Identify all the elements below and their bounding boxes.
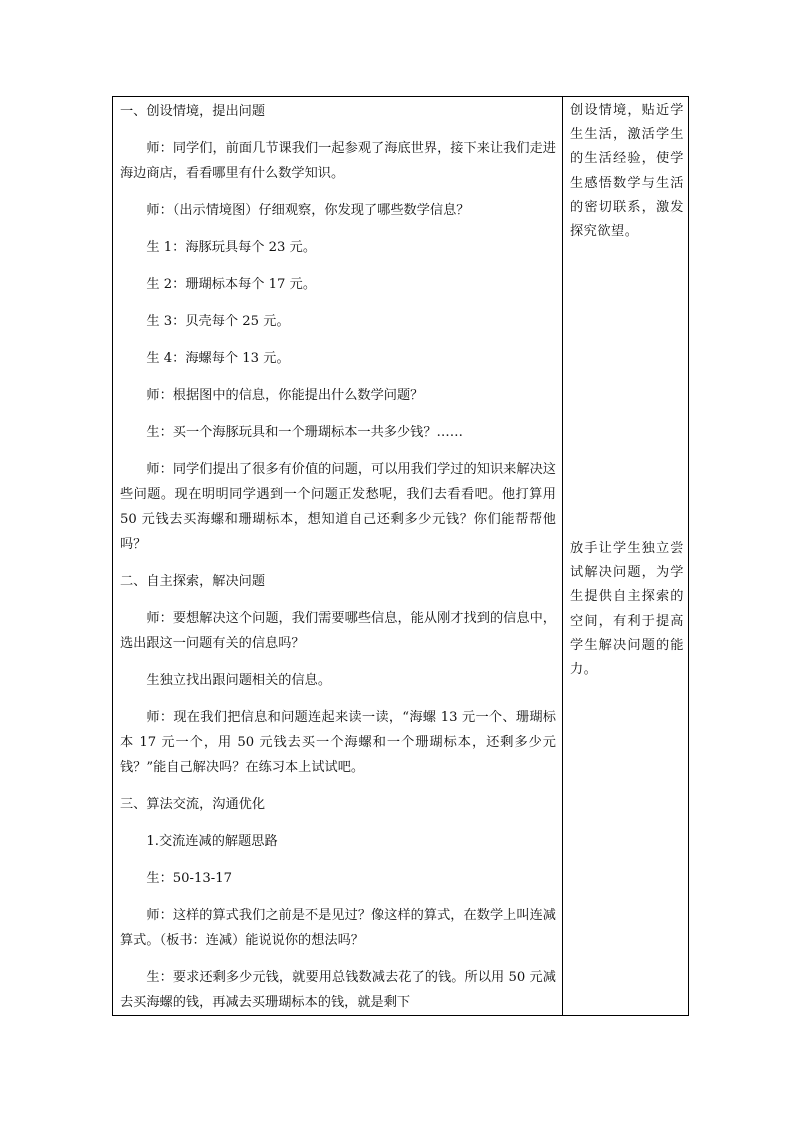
dialogue-paragraph: 生：要求还剩多少元钱，就要用总钱数减去花了的钱。所以用 50 元减去买海螺的钱，再减去买珊瑚标本的钱，就是剩下 [120, 970, 556, 1010]
dialogue-paragraph: 生 1：海豚玩具每个 23 元。 [146, 240, 317, 255]
section-heading: 一、创设情境，提出问题 [120, 104, 266, 119]
dialogue-paragraph: 生 2：珊瑚标本每个 17 元。 [146, 277, 317, 292]
design-note-situation: 创设情境，贴近学生生活，激活学生的生活经验，使学生感悟数学与生活的密切联系，激发探究欲望。 [570, 103, 684, 240]
dialogue-paragraph: 师：根据图中的信息，你能提出什么数学问题？ [146, 388, 424, 403]
design-note-exploration: 放手让学生独立尝试解决问题，为学生提供自主探索的空间，有利于提高学生解决问题的能力。 [570, 541, 684, 678]
dialogue-paragraph: 生独立找出跟问题相关的信息。 [146, 673, 332, 688]
dialogue-paragraph: 师：这样的算式我们之前是不是见过？像这样的算式，在数学上叫连减算式。（板书：连减）能说说你的想法吗？ [120, 908, 556, 948]
dialogue-paragraph: 生 3：贝壳每个 25 元。 [146, 314, 290, 329]
dialogue-paragraph: 生：50-13-17 [146, 871, 233, 886]
design-intent-column [570, 99, 684, 678]
dialogue-paragraph: 生 4：海螺每个 13 元。 [146, 351, 290, 366]
dialogue-paragraph: 师：同学们，前面几节课我们一起参观了海底世界，接下来让我们走进海边商店，看看哪里有什么数学知识。 [120, 141, 556, 181]
section-heading: 二、自主探索，解决问题 [120, 574, 266, 589]
section-heading: 三、算法交流，沟通优化 [120, 797, 266, 812]
lesson-plan-table [112, 96, 689, 1016]
dialogue-paragraph: 师：现在我们把信息和问题连起来读一读，“海螺 13 元一个、珊瑚标本 17 元一个，用 50 元钱去买一个海螺和一个珊瑚标本，还剩多少元钱？”能自己解决吗？在练习本上试试吧。 [120, 710, 556, 775]
dialogue-paragraph: 师：同学们提出了很多有价值的问题，可以用我们学过的知识来解决这些问题。现在明明同学遇到一个问题正发愁呢，我们去看看吧。他打算用 50 元钱去买海螺和珊瑚标本，想知道自己还剩多少元钱？你们能帮帮他吗？ [120, 462, 556, 552]
teaching-process-column [120, 99, 556, 1027]
column-divider [562, 97, 563, 1015]
dialogue-paragraph: 1.交流连减的解题思路 [146, 834, 278, 849]
dialogue-paragraph: 生：买一个海豚玩具和一个珊瑚标本一共多少钱？…… [146, 425, 463, 440]
dialogue-paragraph: 师：要想解决这个问题，我们需要哪些信息，能从刚才找到的信息中，选出跟这一问题有关的信息吗？ [120, 611, 556, 651]
dialogue-paragraph: 师：（出示情境图）仔细观察，你发现了哪些数学信息？ [146, 203, 470, 218]
